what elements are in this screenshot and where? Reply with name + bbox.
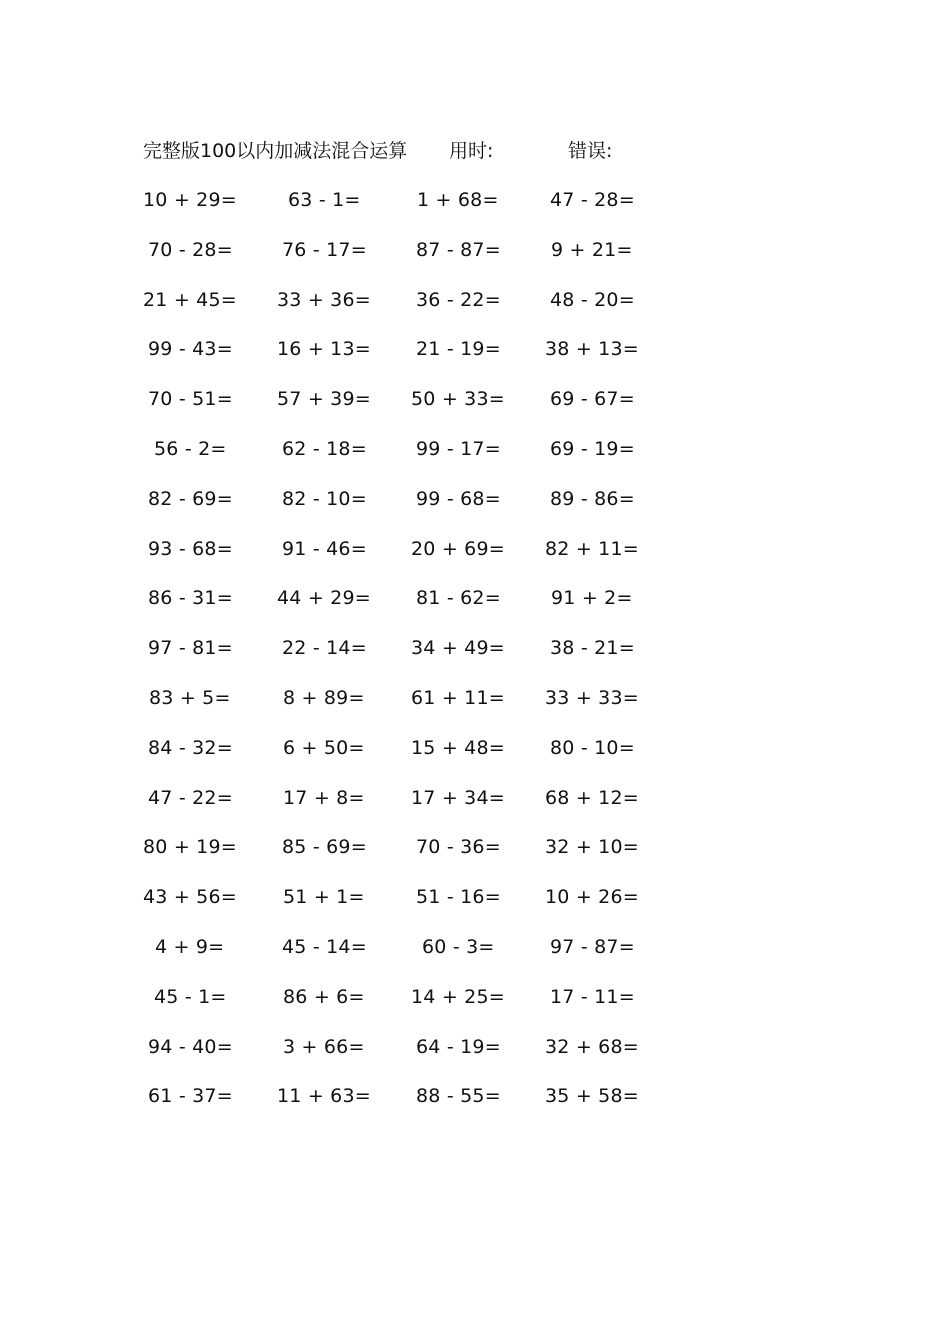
- arithmetic-problem: 22 - 14=: [282, 637, 367, 660]
- arithmetic-problem: 45 - 14=: [282, 936, 367, 958]
- arithmetic-problem: 57 + 39=: [277, 388, 371, 411]
- arithmetic-problem: 97 - 87=: [550, 936, 635, 958]
- arithmetic-problem: 69 - 67=: [550, 388, 635, 411]
- arithmetic-problem: 99 - 17=: [416, 438, 501, 460]
- arithmetic-problem: 6 + 50=: [283, 736, 365, 759]
- arithmetic-problem: 70 - 36=: [416, 836, 501, 859]
- arithmetic-problem: 56 - 2=: [154, 438, 227, 460]
- arithmetic-problem: 82 + 11=: [545, 537, 639, 560]
- arithmetic-problem: 14 + 25=: [411, 985, 505, 1008]
- time-label: 用时:: [449, 140, 494, 162]
- arithmetic-problem: 84 - 32=: [148, 736, 233, 759]
- arithmetic-problem: 61 - 37=: [148, 1085, 233, 1108]
- arithmetic-problem: 33 + 36=: [277, 288, 371, 311]
- arithmetic-problem: 3 + 66=: [283, 1035, 365, 1058]
- arithmetic-problem: 91 - 46=: [282, 537, 367, 560]
- arithmetic-problem: 32 + 10=: [545, 836, 639, 859]
- arithmetic-problem: 47 - 22=: [148, 786, 233, 809]
- arithmetic-problem: 70 - 28=: [148, 238, 233, 261]
- arithmetic-problem: 80 + 19=: [143, 836, 237, 859]
- arithmetic-problem: 70 - 51=: [148, 388, 233, 411]
- problem-row: [0, 932, 950, 962]
- arithmetic-problem: 1 + 68=: [417, 189, 499, 211]
- arithmetic-problem: 32 + 68=: [545, 1035, 639, 1058]
- arithmetic-problem: 17 + 8=: [283, 786, 365, 809]
- arithmetic-problem: 10 + 29=: [143, 189, 237, 211]
- problem-row: [0, 783, 950, 813]
- arithmetic-problem: 81 - 62=: [416, 587, 501, 610]
- arithmetic-problem: 83 + 5=: [149, 687, 231, 709]
- arithmetic-problem: 89 - 86=: [550, 487, 635, 510]
- problem-row: [0, 384, 950, 414]
- arithmetic-problem: 50 + 33=: [411, 388, 505, 411]
- arithmetic-problem: 69 - 19=: [550, 438, 635, 460]
- arithmetic-problem: 82 - 69=: [148, 487, 233, 510]
- problem-row: [0, 583, 950, 613]
- problem-row: [0, 633, 950, 663]
- arithmetic-problem: 61 + 11=: [411, 687, 505, 709]
- arithmetic-problem: 97 - 81=: [148, 637, 233, 660]
- arithmetic-problem: 63 - 1=: [288, 189, 361, 211]
- arithmetic-problem: 38 + 13=: [545, 338, 639, 361]
- arithmetic-problem: 93 - 68=: [148, 537, 233, 560]
- arithmetic-problem: 17 - 11=: [550, 985, 635, 1008]
- arithmetic-problem: 9 + 21=: [551, 238, 633, 261]
- worksheet-title: 完整版100以内加减法混合运算: [143, 140, 408, 162]
- arithmetic-problem: 86 + 6=: [283, 985, 365, 1008]
- arithmetic-problem: 80 - 10=: [550, 736, 635, 759]
- errors-label: 错误:: [568, 140, 613, 162]
- arithmetic-problem: 8 + 89=: [283, 687, 365, 709]
- problem-row: [0, 185, 950, 215]
- arithmetic-problem: 64 - 19=: [416, 1035, 501, 1058]
- problem-row: [0, 434, 950, 464]
- arithmetic-problem: 43 + 56=: [143, 886, 237, 909]
- problem-row: [0, 882, 950, 912]
- arithmetic-problem: 91 + 2=: [551, 587, 633, 610]
- problem-row: [0, 832, 950, 862]
- arithmetic-problem: 85 - 69=: [282, 836, 367, 859]
- arithmetic-problem: 10 + 26=: [545, 886, 639, 909]
- problem-row: [0, 285, 950, 315]
- problem-row: [0, 683, 950, 713]
- problem-row: [0, 1081, 950, 1111]
- problem-row: [0, 334, 950, 364]
- arithmetic-problem: 68 + 12=: [545, 786, 639, 809]
- arithmetic-problem: 21 - 19=: [416, 338, 501, 361]
- arithmetic-problem: 20 + 69=: [411, 537, 505, 560]
- problem-row: [0, 982, 950, 1012]
- problem-row: [0, 733, 950, 763]
- arithmetic-problem: 62 - 18=: [282, 438, 367, 460]
- arithmetic-problem: 36 - 22=: [416, 288, 501, 311]
- problem-row: [0, 1032, 950, 1062]
- arithmetic-problem: 94 - 40=: [148, 1035, 233, 1058]
- arithmetic-problem: 82 - 10=: [282, 487, 367, 510]
- arithmetic-problem: 15 + 48=: [411, 736, 505, 759]
- arithmetic-problem: 33 + 33=: [545, 687, 639, 709]
- arithmetic-problem: 86 - 31=: [148, 587, 233, 610]
- arithmetic-problem: 44 + 29=: [277, 587, 371, 610]
- arithmetic-problem: 34 + 49=: [411, 637, 505, 660]
- arithmetic-problem: 87 - 87=: [416, 238, 501, 261]
- problem-row: [0, 484, 950, 514]
- arithmetic-problem: 45 - 1=: [154, 985, 227, 1008]
- problem-row: [0, 235, 950, 265]
- arithmetic-problem: 21 + 45=: [143, 288, 237, 311]
- arithmetic-problem: 47 - 28=: [550, 189, 635, 211]
- arithmetic-problem: 60 - 3=: [422, 936, 495, 958]
- arithmetic-problem: 76 - 17=: [282, 238, 367, 261]
- arithmetic-problem: 11 + 63=: [277, 1085, 371, 1108]
- arithmetic-problem: 51 + 1=: [283, 886, 365, 909]
- arithmetic-problem: 48 - 20=: [550, 288, 635, 311]
- arithmetic-problem: 51 - 16=: [416, 886, 501, 909]
- arithmetic-problem: 35 + 58=: [545, 1085, 639, 1108]
- arithmetic-problem: 99 - 68=: [416, 487, 501, 510]
- arithmetic-problem: 17 + 34=: [411, 786, 505, 809]
- arithmetic-problem: 4 + 9=: [155, 936, 225, 958]
- arithmetic-problem: 38 - 21=: [550, 637, 635, 660]
- problem-row: [0, 534, 950, 564]
- arithmetic-problem: 88 - 55=: [416, 1085, 501, 1108]
- arithmetic-problem: 99 - 43=: [148, 338, 233, 361]
- arithmetic-problem: 16 + 13=: [277, 338, 371, 361]
